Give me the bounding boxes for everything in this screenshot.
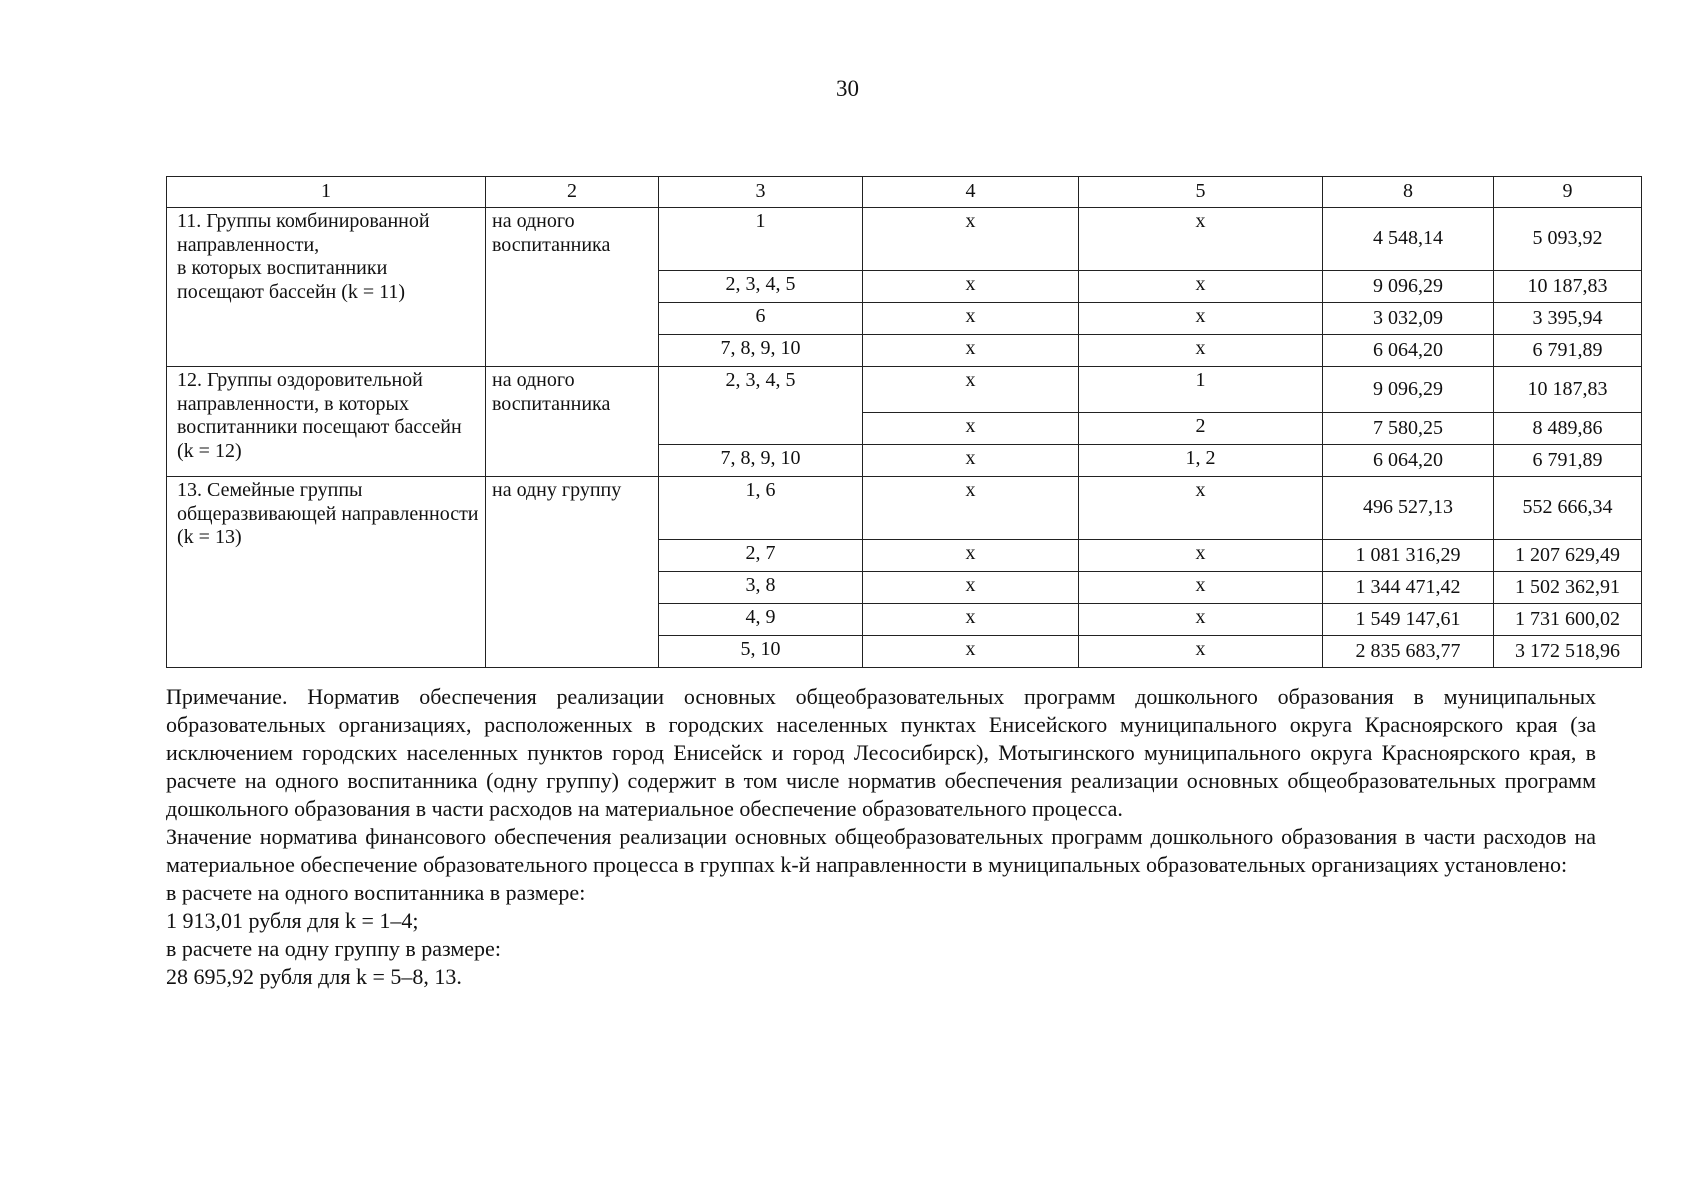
table-cell: 3 172 518,96 [1494, 636, 1642, 668]
table-cell: х [863, 540, 1079, 572]
table-cell: х [1079, 335, 1323, 367]
table-cell: х [1079, 572, 1323, 604]
table-cell: х [1079, 636, 1323, 668]
table-cell: 5 093,92 [1494, 208, 1642, 271]
table-cell: 2, 3, 4, 5 [659, 367, 863, 445]
group-description: 11. Группы комбинированной направленности, в которых воспитанники посещают бассейн (k = 11) [167, 208, 486, 367]
table-header-row [167, 177, 1642, 208]
table-cell: 1 [1079, 367, 1323, 413]
table-cell: х [1079, 271, 1323, 303]
table-cell: х [1079, 208, 1323, 271]
note-line: 28 695,92 рубля для k = 5–8, 13. [166, 964, 462, 989]
note-paragraph: Значение норматива финансового обеспечения реализации основных общеобразовательных программ дошкольного образования в части расходов на материальное обеспечение образовательного процесса в группах k-й направленности в муниципальных образовательных организациях установлено: [166, 824, 1596, 877]
table-cell: х [863, 604, 1079, 636]
group-unit: на одну группу [486, 477, 659, 668]
table-cell: 1 207 629,49 [1494, 540, 1642, 572]
table-cell: 6 064,20 [1323, 445, 1494, 477]
column-header: 2 [486, 177, 659, 208]
table-cell: 2, 7 [659, 540, 863, 572]
table-cell: 3, 8 [659, 572, 863, 604]
table-cell: 7, 8, 9, 10 [659, 335, 863, 367]
column-header: 8 [1323, 177, 1494, 208]
table-cell: 8 489,86 [1494, 413, 1642, 445]
group-description: 13. Семейные группы общеразвивающей направленности (k = 13) [167, 477, 486, 668]
table-cell: 10 187,83 [1494, 271, 1642, 303]
group-unit: на одного воспитанника [486, 367, 659, 477]
table-cell: 6 [659, 303, 863, 335]
table-cell: х [863, 271, 1079, 303]
note-line: 1 913,01 рубля для k = 1–4; [166, 908, 419, 933]
table-cell: 1, 2 [1079, 445, 1323, 477]
table-cell: х [863, 636, 1079, 668]
table-cell: 6 064,20 [1323, 335, 1494, 367]
note-line: в расчете на одного воспитанника в размере: [166, 880, 586, 905]
table-cell: 1 731 600,02 [1494, 604, 1642, 636]
table-row [167, 208, 1642, 271]
column-header: 5 [1079, 177, 1323, 208]
table-cell: 3 395,94 [1494, 303, 1642, 335]
column-header: 1 [167, 177, 486, 208]
table-cell: х [863, 445, 1079, 477]
table-cell: 1 081 316,29 [1323, 540, 1494, 572]
table-cell: 1 502 362,91 [1494, 572, 1642, 604]
table-cell: х [1079, 477, 1323, 540]
table-cell: 7 580,25 [1323, 413, 1494, 445]
table-cell: х [863, 367, 1079, 413]
table-cell: х [863, 477, 1079, 540]
note-line: в расчете на одну группу в размере: [166, 936, 501, 961]
table-cell: х [863, 413, 1079, 445]
table-cell: 9 096,29 [1323, 271, 1494, 303]
column-header: 4 [863, 177, 1079, 208]
table-row [167, 477, 1642, 540]
table-cell: х [1079, 604, 1323, 636]
table-cell: 6 791,89 [1494, 335, 1642, 367]
table-cell: 10 187,83 [1494, 367, 1642, 413]
group-description: 12. Группы оздоровительной направленности, в которых воспитанники посещают бассейн (k = 12) [167, 367, 486, 477]
table-cell: 1 549 147,61 [1323, 604, 1494, 636]
group-unit: на одного воспитанника [486, 208, 659, 367]
table-cell: 2, 3, 4, 5 [659, 271, 863, 303]
table-cell: х [863, 208, 1079, 271]
table-cell: 4 548,14 [1323, 208, 1494, 271]
table-cell: 552 666,34 [1494, 477, 1642, 540]
note-paragraph: Примечание. Норматив обеспечения реализации основных общеобразовательных программ дошкольного образования в муниципальных образовательных организациях, расположенных в городских населенных пунктах Енисейского муниципального округа Красноярского края (за исключением городских населенных пунктов город Енисейск и город Лесосибирск), Мотыгинского муниципального округа Красноярского края, в расчете на одного воспитанника (одну группу) содержит в том числе норматив обеспечения реализации основных общеобразовательных программ дошкольного образования в части расходов на материальное обеспечение образовательного процесса. [166, 684, 1596, 821]
table-cell: 2 [1079, 413, 1323, 445]
table-cell: 1 344 471,42 [1323, 572, 1494, 604]
table-row [167, 367, 1642, 413]
page-number: 30 [836, 76, 859, 101]
table-cell: 6 791,89 [1494, 445, 1642, 477]
table-cell: 3 032,09 [1323, 303, 1494, 335]
table-cell: 9 096,29 [1323, 367, 1494, 413]
table-cell: х [863, 572, 1079, 604]
table-cell: 2 835 683,77 [1323, 636, 1494, 668]
table-cell: 496 527,13 [1323, 477, 1494, 540]
table-cell: х [1079, 540, 1323, 572]
table-cell: 5, 10 [659, 636, 863, 668]
table-cell: х [863, 335, 1079, 367]
table-cell: 1 [659, 208, 863, 271]
table-cell: 4, 9 [659, 604, 863, 636]
table-cell: х [863, 303, 1079, 335]
note-block [166, 683, 1596, 991]
normative-table [166, 176, 1642, 668]
table-cell: х [1079, 303, 1323, 335]
column-header: 9 [1494, 177, 1642, 208]
table-cell: 1, 6 [659, 477, 863, 540]
table-cell: 7, 8, 9, 10 [659, 445, 863, 477]
column-header: 3 [659, 177, 863, 208]
